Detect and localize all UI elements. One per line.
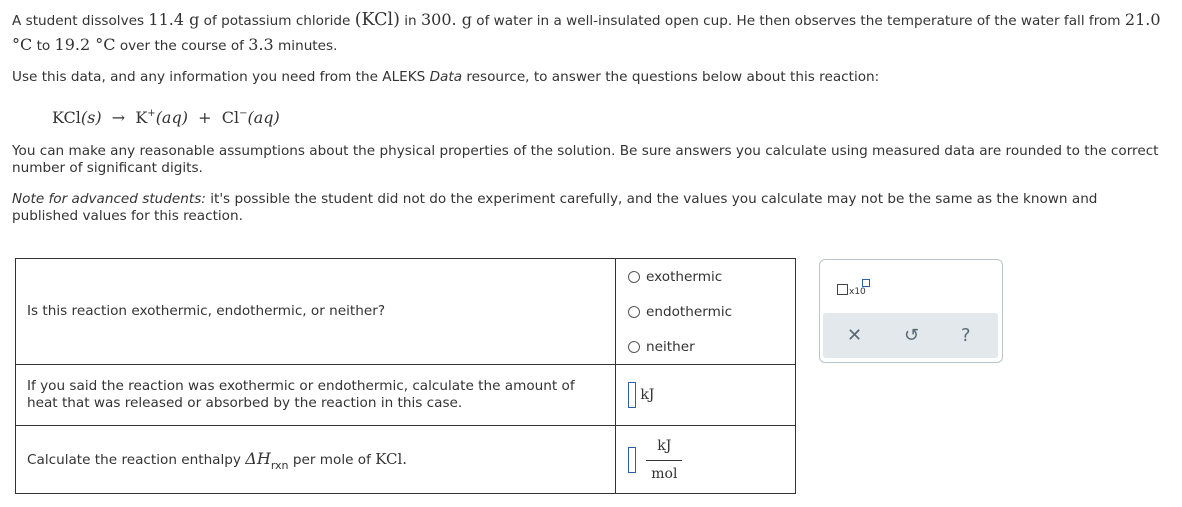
problem-statement: A student dissolves 11.4 g of potassium chloride (KCl) in 300. g of water in a well-insulated open cup. He then observes the temperature of the water fall from 21.0 °C to 19.2 °C over the course of 3.3 minutes.	[12, 10, 1161, 54]
assumptions-note: You can make any reasonable assumptions about the physical properties of the solution. Be sure answers you calculate using measured data are rounded to the correct number of significant digits.	[12, 143, 1159, 176]
final-temperature: 19.2 °C	[54, 35, 116, 54]
reaction-equation: KCl(s) → K+(aq) + Cl−(aq)	[52, 108, 280, 127]
table-row	[16, 259, 796, 365]
option-endothermic[interactable]: endothermic	[628, 294, 795, 329]
fraction-bar	[646, 460, 682, 461]
mass-water: 300. g	[420, 10, 472, 29]
enthalpy-input[interactable]	[628, 447, 636, 473]
heat-input[interactable]	[628, 382, 636, 408]
undo-button[interactable]: ↺	[904, 325, 920, 346]
question-2: If you said the reaction was exothermic or endothermic, calculate the amount of heat that was released or absorbed by the reaction in this case.	[16, 365, 616, 426]
option-neither[interactable]: neither	[628, 329, 795, 364]
radio-endothermic[interactable]	[628, 306, 640, 318]
help-button[interactable]: ?	[961, 325, 971, 346]
exponent-square-icon	[862, 279, 870, 287]
answer-toolbar	[823, 313, 998, 358]
square-icon	[837, 284, 848, 295]
answer-options	[616, 259, 796, 365]
clear-button[interactable]: ✕	[847, 325, 863, 346]
kcl-formula: (KCl)	[354, 10, 400, 30]
arrow-icon: →	[111, 108, 126, 127]
question-1: Is this reaction exothermic, endothermic, or neither?	[16, 259, 616, 365]
enthalpy-answer-cell	[616, 426, 796, 494]
enthalpy-unit: $\frac{kJ}{\text{mol}}$	[646, 438, 682, 482]
question-table	[15, 258, 796, 494]
scientific-notation-button[interactable]: x10	[837, 279, 877, 299]
table-row	[16, 426, 796, 494]
advanced-note: Note for advanced students: it's possible the student did not do the experiment carefully, and the values you calculate may not be the same as the known and published values for this reaction.	[12, 191, 1098, 224]
question-3: Calculate the reaction enthalpy $\Delta H_{rxn}$ per mole of KCl.	[16, 426, 616, 494]
initial-temperature: 21.0 °C	[12, 10, 1161, 54]
data-resource-link: Data	[429, 69, 463, 85]
table-row	[16, 365, 796, 426]
mass-kcl: 11.4 g	[148, 10, 200, 29]
radio-neither[interactable]	[628, 341, 640, 353]
heat-answer-cell	[616, 365, 796, 426]
duration: 3.3	[248, 35, 274, 54]
instructions: Use this data, and any information you need from the ALEKS Data resource, to answer the questions below about this reaction:	[12, 69, 880, 85]
math-tools-panel	[819, 259, 1003, 363]
option-exothermic[interactable]: exothermic	[628, 259, 795, 294]
heat-unit: kJ	[640, 387, 655, 403]
radio-exothermic[interactable]	[628, 271, 640, 283]
